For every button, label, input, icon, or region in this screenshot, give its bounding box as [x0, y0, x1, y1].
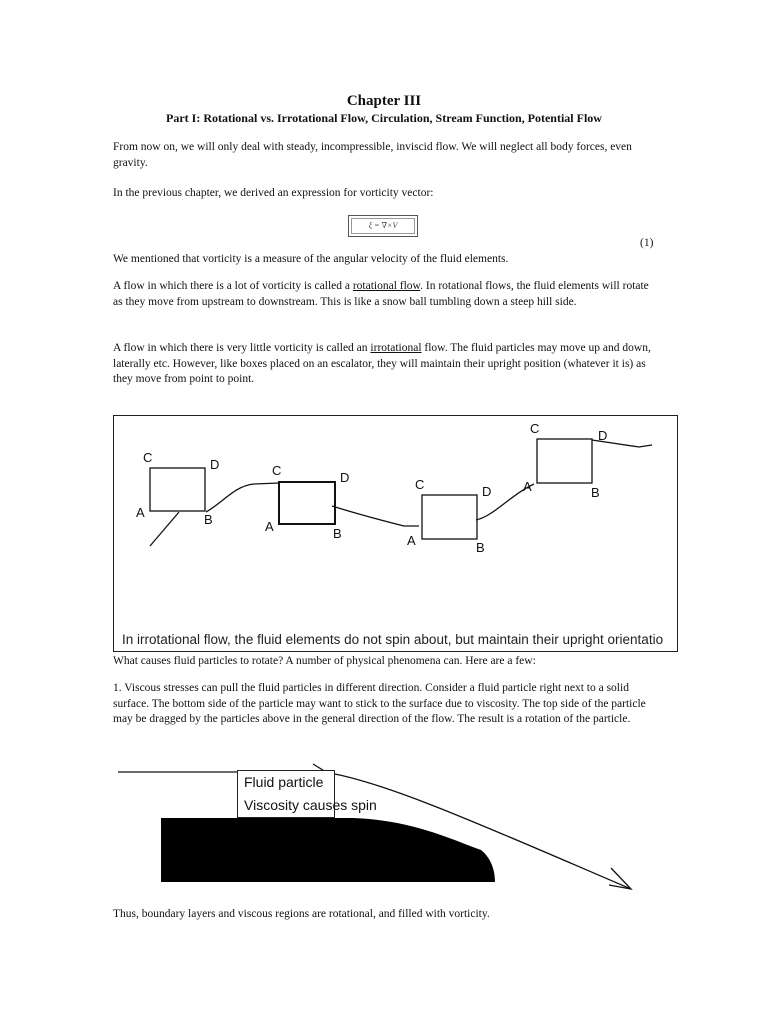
paragraph-causes-of-rotation: What causes fluid particles to rotate? A number of physical phenomena can. Here are a few:: [113, 655, 536, 667]
fluid-element-box-2: [279, 482, 335, 524]
paragraph-vorticity-expression: In the previous chapter, we derived an expression for vorticity vector:: [113, 187, 434, 199]
corner-label-b: B: [333, 526, 342, 541]
corner-label-b: B: [204, 512, 213, 527]
corner-label-c: C: [415, 477, 425, 492]
fluid-element-box-4: [537, 439, 592, 483]
fluid-particle-box: [237, 770, 377, 818]
corner-label-c: C: [143, 450, 153, 465]
chapter-subtitle: Part I: Rotational vs. Irrotational Flow, Circulation, Stream Function, Potential Flow: [166, 111, 602, 125]
corner-label-a: A: [523, 479, 532, 494]
paragraph-irrotational-flow: [113, 341, 658, 388]
corner-label-d: D: [482, 484, 492, 499]
text-segment: A flow in which there is very little vorticity is called an: [113, 342, 371, 354]
term-irrotational: irrotational: [370, 342, 422, 354]
figure-caption: In irrotational flow, the fluid elements do not spin about, but maintain their upright orientatio: [122, 632, 664, 647]
fluid-element-box-1: [150, 468, 205, 511]
paragraph-rotational-flow: [113, 279, 658, 310]
corner-label-a: A: [136, 505, 145, 520]
fluid-element-box-3: [422, 495, 477, 539]
viscosity-label: Viscosity causes spin: [244, 797, 377, 813]
incoming-streamline: [150, 512, 179, 546]
corner-label-b: B: [591, 485, 600, 500]
fluid-particle-label: Fluid particle: [244, 774, 324, 790]
flow-streamline: [332, 506, 419, 526]
corner-label-d: D: [210, 457, 220, 472]
boundary-layer-diagram: [113, 750, 653, 900]
paragraph-angular-velocity: We mentioned that vorticity is a measure of the angular velocity of the fluid elements.: [113, 253, 509, 265]
paragraph-viscous-stresses: 1. Viscous stresses can pull the fluid particles in different direction. Consider a fluid particle right next to a solid surface. The bottom side of the particle may want to stick to the surface due to viscosity. The top side of the particle may be dragged by the particles above in the general direction of the flow. The result is a rotation of the particle.: [113, 682, 646, 725]
text-segment: . In rotational flows, the fluid elements will rotate as they move from upstream to downstream. This is like a snow ball tumbling down a steep hill side.: [113, 280, 649, 308]
equation-number: (1): [640, 237, 654, 249]
flow-streamline: [206, 483, 279, 512]
corner-label-c: C: [272, 463, 282, 478]
irrotational-flow-figure: [113, 415, 678, 652]
viscous-spin-figure: [113, 750, 653, 900]
paragraph-boundary-layers: Thus, boundary layers and viscous regions are rotational, and filled with vorticity.: [113, 908, 490, 920]
term-rotational-flow: rotational flow: [352, 280, 421, 292]
vorticity-equation: ξ = ∇×V: [348, 215, 418, 237]
corner-label-d: D: [340, 470, 350, 485]
corner-label-a: A: [265, 519, 274, 534]
corner-label-a: A: [407, 533, 416, 548]
text-segment: flow. The fluid particles may move up and down, laterally etc. However, like boxes placed on an escalator, they will maintain their upright position (whatever it is) as they move from point to point.: [113, 342, 651, 385]
corner-label-d: D: [598, 428, 608, 443]
text-segment: A flow in which there is a lot of vorticity is called a: [113, 280, 353, 292]
solid-surface: [161, 818, 495, 882]
corner-label-b: B: [476, 540, 485, 555]
irrotational-flow-diagram: [114, 416, 677, 651]
streamline-arrow-head: [609, 868, 631, 889]
chapter-title: Chapter III: [346, 93, 422, 109]
corner-label-c: C: [530, 421, 540, 436]
paragraph-intro: From now on, we will only deal with steady, incompressible, inviscid flow. We will neglect all body forces, even gravity.: [113, 141, 632, 169]
